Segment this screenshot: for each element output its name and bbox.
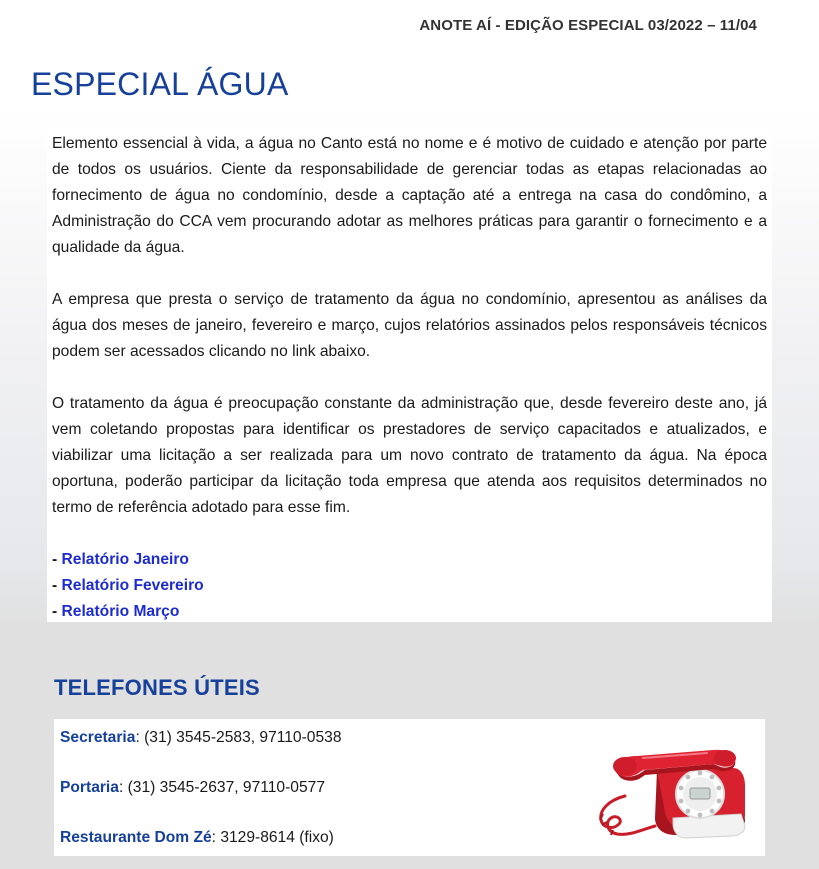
article-paragraph-3: O tratamento da água é preocupação constante da administração que, desde fevereiro deste ano, já vem coletando propostas para identificar os prestadores de serviço capacitados e atualizados, e viabilizar uma licitação a ser realizada para um novo contrato de tratamento da água. Na época oportuna, poderão participar da licitação toda empresa que atenda aos requisitos determinados no termo de referência adotado para esse fim.	[52, 395, 767, 516]
article-paragraph-1: Elemento essencial à vida, a água no Canto está no nome e é motivo de cuidado e atenção por parte de todos os usuários. Ciente da responsabilidade de gerenciar todas as etapas relacionadas ao fornecimento de água no condomínio, desde a captação até a entrega na casa do condômino, a Administração do CCA vem procurando adotar as melhores práticas para garantir o fornecimento e a qualidade da água.	[52, 135, 767, 256]
report-link-row	[52, 599, 767, 625]
article-body	[47, 124, 772, 622]
report-links	[52, 547, 767, 625]
report-link-row	[52, 547, 767, 573]
phones-section-title: TELEFONES ÚTEIS	[54, 675, 260, 700]
red-telephone-icon	[595, 734, 749, 846]
phone-entry-portaria	[60, 779, 325, 797]
phone-entry-secretaria	[60, 729, 342, 747]
link-bullet: -	[52, 577, 62, 594]
phones-box	[54, 719, 765, 856]
phone-entry-label: Restaurante Dom Zé	[60, 829, 212, 846]
link-bullet: -	[52, 551, 62, 568]
page-title: ESPECIAL ÁGUA	[31, 66, 289, 102]
phone-entry-label: Portaria	[60, 779, 119, 796]
article-paragraph-2: A empresa que presta o serviço de tratamento da água no condomínio, apresentou as análises da água dos meses de janeiro, fevereiro e março, cujos relatórios assinados pelos responsáveis técnicos podem ser acessados clicando no link abaixo.	[52, 291, 767, 360]
phone-entry-value: : 3129-8614 (fixo)	[211, 829, 334, 846]
report-link-march[interactable]: Relatório Março	[61, 603, 180, 620]
edition-header: ANOTE AÍ - EDIÇÃO ESPECIAL 03/2022 – 11/04	[419, 17, 757, 34]
report-link-january[interactable]: Relatório Janeiro	[61, 551, 189, 568]
phone-entry-value: : (31) 3545-2583, 97110-0538	[135, 729, 342, 746]
report-link-february[interactable]: Relatório Fevereiro	[61, 577, 204, 594]
report-link-row	[52, 573, 767, 599]
phone-entry-label: Secretaria	[60, 729, 136, 746]
link-bullet: -	[52, 603, 62, 620]
phone-entry-restaurante	[60, 829, 334, 847]
phone-entry-value: : (31) 3545-2637, 97110-0577	[118, 779, 325, 796]
